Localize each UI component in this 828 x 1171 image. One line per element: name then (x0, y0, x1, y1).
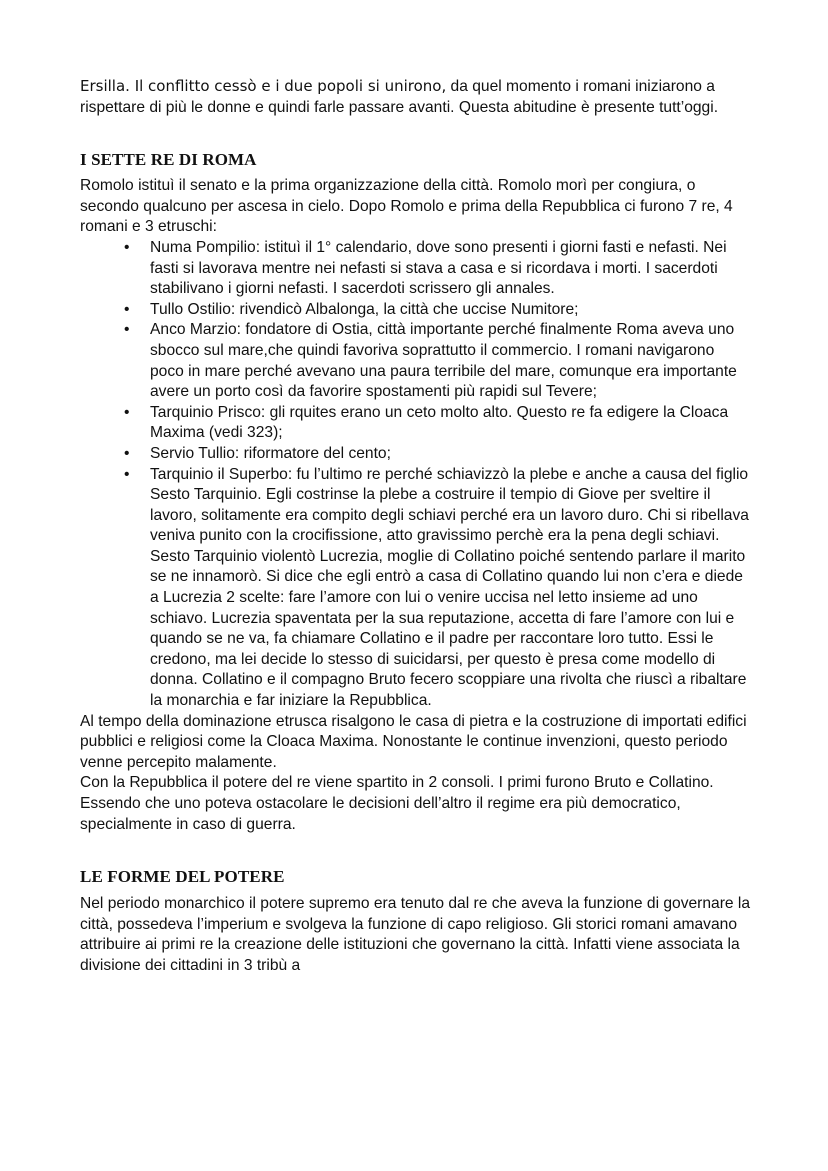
list-item (80, 320, 752, 402)
list-item-text: Tarquinio Prisco: gli rquites erano un ceto molto alto. Questo re fa edigere la Cloaca Maxima (vedi 323); (150, 403, 729, 442)
bullet-icon: • (124, 321, 130, 339)
intro-rest-text: da quel momento i romani iniziarono a rispettare di più le donne e quindi farle passare avanti. Questa abitudine è presente tutt’oggi. (80, 78, 719, 116)
bullet-icon: • (124, 403, 130, 421)
bullet-icon: • (124, 238, 130, 256)
list-item-text: Tullo Ostilio: rivendicò Albalonga, la città che uccise Numitore; (150, 300, 579, 318)
section2-paragraph: Nel periodo monarchico il potere supremo era tenuto dal re che aveva la funzione di governare la città, possedeva l’imperium e svolgeva la funzione di capo religioso. Gli storici romani amavano attribuire ai primi re la creazione delle istituzioni che governano la città. Infatti viene associata la divisione dei cittadini in 3 tribù a (80, 895, 751, 974)
list-item (80, 444, 752, 465)
kings-list (80, 238, 752, 712)
bullet-icon: • (124, 444, 130, 462)
bullet-icon: • (124, 465, 130, 483)
list-item (80, 403, 752, 444)
list-item (80, 465, 752, 712)
list-item (80, 300, 752, 321)
list-item-text: Servio Tullio: riformatore del cento; (150, 444, 391, 462)
section1-intro-paragraph: Romolo istituì il senato e la prima organizzazione della città. Romolo morì per congiura, o secondo qualcuno per ascesa in cielo. Dopo Romolo e prima della Repubblica ci furono 7 re, 4 romani e 3 etruschi: (80, 177, 733, 236)
section1-after-paragraph-1: Al tempo della dominazione etrusca risalgono le casa di pietra e la costruzione di importati edifici pubblici e religiosi come la Cloaca Maxima. Nonostante le continue invenzioni, questo periodo venne percepito malamente. (80, 712, 747, 771)
section-heading-sette-re: I SETTE RE DI ROMA (80, 150, 257, 170)
section-heading-forme-potere: LE FORME DEL POTERE (80, 867, 285, 887)
bullet-icon: • (124, 300, 130, 318)
intro-lead-text: Ersilla. Il conflitto cessò e i due popoli si unirono, (80, 77, 447, 95)
section1-after-paragraph-2: Con la Repubblica il potere del re viene spartito in 2 consoli. I primi furono Bruto e Collatino. Essendo che uno poteva ostacolare le decisioni dell’altro il regime era più democratico, specialmente in caso di guerra. (80, 774, 714, 833)
document-page (80, 76, 752, 977)
list-item-text: Numa Pompilio: istituì il 1° calendario, dove sono presenti i giorni fasti e nefasti. Nei fasti si lavorava mentre nei nefasti si stava a casa e si ricordava i morti. I sacerdoti stabilivano i giorni nefasti. I sacerdoti scrissero gli annales. (150, 238, 727, 298)
list-item (80, 238, 752, 300)
intro-paragraph (80, 76, 752, 118)
list-item-text: Tarquinio il Superbo: fu l’ultimo re perché schiavizzò la plebe e anche a causa del figlio Sesto Tarquinio. Egli costrinse la plebe a costruire il tempio di Giove per sveltire il lavoro, solitamente era compito degli schiavi perché era un lavoro duro. Chi si ribellava veniva punito con la crocifissione, atto gravissimo perchè era la pena degli schiavi. Sesto Tarquinio violentò Lucrezia, moglie di Collatino poiché sentendo parlare il marito se ne innamorò. Si dice che egli entrò a casa di Collatino quando lui non c’era e diede a Lucrezia 2 scelte: fare l’amore con lui o venire uccisa nel letto insieme ad uno schiavo. Lucrezia spaventata per la sua reputazione, accetta di fare l’amore con lui e quando se ne va, fa chiamare Collatino e il padre per raccontare loro tutto. Essi le credono, ma lei decide lo stesso di suicidarsi, per questo è presa come modello di donna. Collatino e il compagno Bruto fecero scoppiare una rivolta che riuscì a ribaltare la monarchia e far iniziare la Repubblica. (150, 465, 749, 710)
list-item-text: Anco Marzio: fondatore di Ostia, città importante perché finalmente Roma aveva uno sbocco sul mare,che quindi favoriva soprattutto il commercio. I romani navigarono poco in mare perché avevano una paura terribile del mare, comunque era importante avere un porto così da favorire spostamenti più rapidi sul Tevere; (150, 321, 737, 401)
